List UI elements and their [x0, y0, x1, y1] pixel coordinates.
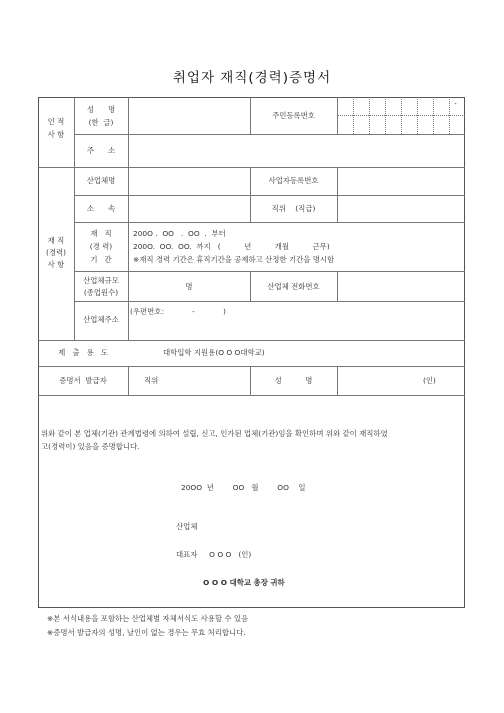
resident-grid [401, 97, 402, 134]
rule-issuer-end [38, 395, 465, 396]
resident-grid [385, 97, 386, 134]
statement: 위와 같이 본 업체(기관) 관계법령에 의하여 설립, 신고, 인가된 업체(기관)임을 확인하며 위와 같이 재직하였 [41, 429, 388, 438]
statement: 고(경력이) 있음을 증명합니다. [41, 442, 140, 451]
rule-label-col [128, 97, 129, 340]
rule-career-end [38, 340, 465, 341]
issuer-name-label: 성 명 [274, 376, 313, 385]
business-number-label: 사업자등록번호 [268, 176, 319, 185]
department-label: 소 속 [86, 204, 116, 213]
issue-date: 20OO 년 OO 월 OO 일 [181, 483, 306, 492]
rule-issuer-name-right [337, 366, 338, 395]
purpose-value: 대학입학 지원용(O O O대학교) [163, 348, 265, 357]
scale-unit: 명 [185, 282, 193, 291]
period-label: (경 력) [89, 242, 113, 251]
scale-label: (종업원수) [83, 288, 119, 297]
purpose-label: 제 출 용 도 [58, 348, 108, 357]
resident-number-label: 주민등록번호 [272, 111, 315, 120]
addressee: O O O 대학교 총장 귀하 [203, 578, 285, 587]
resident-number-dash: - [454, 99, 457, 108]
period-end: 200O. OO. OO. 까지 ( 년 개월 근무) [133, 242, 330, 251]
issuer-label: 증명서 발급자 [59, 376, 107, 385]
name-label: (한 글) [88, 118, 114, 127]
issuer-seal: (인) [423, 376, 436, 385]
period-label: 기 간 [90, 255, 112, 264]
rule-purpose-end [38, 366, 465, 367]
position-label: 직위 (직급) [271, 204, 316, 213]
resident-grid [417, 97, 418, 134]
resident-grid [449, 97, 450, 134]
rule-period-row [74, 271, 465, 272]
period-label: 재 직 [90, 229, 112, 238]
company-phone-label: 산업체 전화번호 [267, 282, 320, 291]
period-start: 200O . OO . OO . 부터 [133, 229, 226, 238]
address-label: 주 소 [86, 146, 116, 155]
rule-scale-row [74, 301, 465, 302]
resident-grid [433, 97, 434, 134]
issuer-position: 직위 [144, 376, 159, 385]
section-personal: 인 적 [47, 117, 65, 126]
rule-bizno-right [337, 167, 338, 222]
signer-company: 산업체 [176, 522, 198, 531]
rule-company-row [74, 195, 465, 196]
rule-issuer-col [128, 366, 129, 395]
rule-personal-end [38, 167, 465, 168]
scale-label: 산업체규모 [83, 276, 119, 285]
section-career: 재 직 [47, 236, 65, 245]
rule-dept-row [74, 222, 465, 223]
resident-grid [369, 97, 370, 134]
period-note: ※재직 경력 기간은 휴직기간을 공제하고 산정한 기간을 명시함 [133, 255, 335, 264]
company-address-label: 산업체주소 [83, 315, 119, 324]
rule-phone-right [337, 271, 338, 301]
company-label: 산업체명 [86, 176, 116, 185]
name-label: 성 명 [86, 105, 116, 114]
document-title: 취업자 재직(경력)증명서 [172, 70, 332, 86]
signer-representative: 대표자 O O O (인) [176, 550, 252, 559]
postal-code: (우편번호: - ) [130, 307, 226, 316]
note: ※본 서식내용을 포함하는 산업체별 자체서식도 사용할 수 있음 [47, 614, 249, 623]
section-career: (경력) [45, 248, 67, 257]
rule-section-col [74, 97, 75, 340]
section-career: 사 항 [47, 260, 65, 269]
rule-name-row [74, 134, 465, 135]
section-personal: 사 항 [47, 130, 65, 139]
note: ※증명서 발급자의 성명, 날인이 없는 경우는 무효 처리합니다. [47, 628, 246, 637]
resident-grid [353, 97, 354, 134]
